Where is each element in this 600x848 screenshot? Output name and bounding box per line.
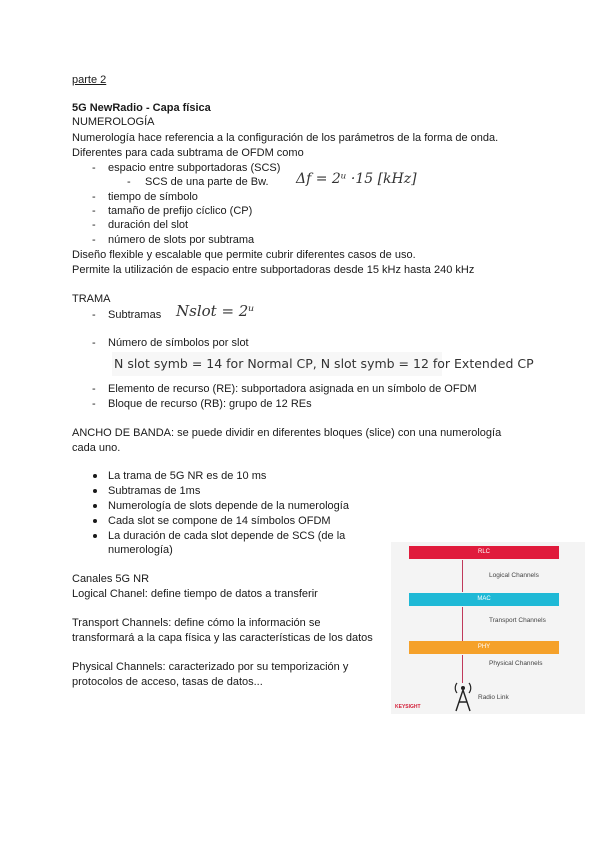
- numerology-item: duración del slot: [108, 219, 189, 231]
- trama-item: Elemento de recurso (RE): subportadora asignada en un símbolo de OFDM: [108, 383, 477, 395]
- dash-marker: -: [92, 205, 96, 217]
- phy-layer-bar: PHY: [409, 641, 559, 654]
- bandwidth-line-1: ANCHO DE BANDA: se puede dividir en diferentes bloques (slice) con una numerología: [72, 427, 502, 439]
- transport-channel-text-2: transformará a la capa física y las características de los datos: [72, 632, 373, 644]
- numerology-intro-2: Diferentes para cada subtrama de OFDM como: [72, 147, 304, 159]
- bullet-icon: [93, 504, 97, 508]
- numerology-note-2: Permite la utilización de espacio entre subportadoras desde 15 kHz hasta 240 kHz: [72, 264, 475, 276]
- page-title: 5G NewRadio - Capa física: [72, 102, 211, 114]
- numerology-intro-1: Numerología hace referencia a la configuración de los parámetros de la forma de onda.: [72, 132, 499, 144]
- bullet-icon: [93, 474, 97, 478]
- numerology-note-1: Diseño flexible y escalable que permite cubrir diferentes casos de uso.: [72, 249, 416, 261]
- dash-marker: -: [92, 309, 96, 321]
- bandwidth-bullet: Cada slot se compone de 14 símbolos OFDM: [108, 515, 331, 527]
- radio-link-label: Radio Link: [478, 694, 509, 701]
- dash-marker: -: [92, 234, 96, 246]
- dash-marker: -: [92, 219, 96, 231]
- numerology-item: espacio entre subportadoras (SCS): [108, 162, 281, 174]
- trama-heading: TRAMA: [72, 293, 111, 305]
- channels-heading: Canales 5G NR: [72, 573, 150, 585]
- physical-arrow: [462, 655, 463, 683]
- numerology-item: tamaño de prefijo cíclico (CP): [108, 205, 253, 217]
- logical-arrow: [462, 560, 463, 592]
- dash-marker: -: [92, 398, 96, 410]
- trama-item: Subtramas: [108, 309, 162, 321]
- transport-channels-label: Transport Channels: [489, 617, 546, 624]
- logical-channel-text: Logical Chanel: define tiempo de datos a transferir: [72, 588, 318, 600]
- scs-formula: Δf = 2ᵘ ·15 [kHz]: [296, 171, 417, 187]
- trama-item: Número de símbolos por slot: [108, 337, 249, 349]
- physical-channel-text-2: protocolos de acceso, tasas de datos...: [72, 676, 263, 688]
- numerology-heading: NUMEROLOGÍA: [72, 116, 155, 128]
- bandwidth-bullet: Subtramas de 1ms: [108, 485, 201, 497]
- bullet-icon: [93, 489, 97, 493]
- physical-channel-text-1: Physical Channels: caracterizado por su temporización y: [72, 661, 349, 673]
- numerology-item: tiempo de símbolo: [108, 191, 198, 203]
- numerology-subitem: SCS de una parte de Bw.: [145, 176, 269, 188]
- rlc-layer-bar: RLC: [409, 546, 559, 559]
- transport-arrow: [462, 607, 463, 641]
- symbols-formula-box: [112, 352, 534, 376]
- dash-marker: -: [92, 337, 96, 349]
- bandwidth-bullet: La duración de cada slot depende de SCS (de la: [108, 530, 346, 542]
- mac-layer-bar: MAC: [409, 593, 559, 606]
- bullet-icon: [93, 534, 97, 538]
- protocol-stack-diagram: [391, 542, 585, 714]
- physical-channels-label: Physical Channels: [489, 660, 543, 667]
- bandwidth-bullet-cont: numerología): [108, 544, 173, 556]
- part-label: parte 2: [72, 74, 107, 86]
- slot-formula: Nslot = 2ᵘ: [176, 302, 255, 320]
- trama-item: Bloque de recurso (RB): grupo de 12 REs: [108, 398, 312, 410]
- transport-channel-text-1: Transport Channels: define cómo la información se: [72, 617, 321, 629]
- bandwidth-bullet: Numerología de slots depende de la numerología: [108, 500, 349, 512]
- bandwidth-bullet: La trama de 5G NR es de 10 ms: [108, 470, 267, 482]
- dash-marker: -: [92, 191, 96, 203]
- dash-marker: -: [92, 383, 96, 395]
- keysight-logo: KEYSIGHT: [395, 704, 421, 710]
- bullet-icon: [93, 519, 97, 523]
- antenna-icon: [451, 680, 475, 712]
- symbols-formula: N slot symb = 14 for Normal CP, N slot symb = 12 for Extended CP: [114, 356, 534, 371]
- numerology-item: número de slots por subtrama: [108, 234, 255, 246]
- bandwidth-line-2: cada uno.: [72, 442, 121, 454]
- dash-marker: -: [127, 176, 131, 188]
- dash-marker: -: [92, 162, 96, 174]
- logical-channels-label: Logical Channels: [489, 572, 539, 579]
